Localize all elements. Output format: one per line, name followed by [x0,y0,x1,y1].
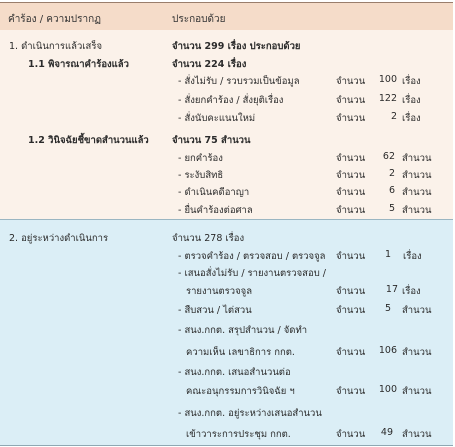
row-count: 100 [378,384,397,395]
row-prefix: จำนวน [336,429,366,440]
row-unit: เรื่อง [402,113,421,124]
section1-summary: จำนวน 299 เรื่อง ประกอบด้วย [172,41,301,52]
row-unit: สำนวน [402,205,432,216]
section1-title: 1. ดำเนินการแล้วเสร็จ [9,41,103,52]
row-label: - สนง.กกต. สรุปสำนวน / จัดทำ [178,325,308,336]
row-count: 49 [380,427,393,438]
row-label: - สนง.กกต. เสนอสำนวนต่อ [178,367,291,378]
row-label: - สั่งไม่รับ / รวบรวมเป็นข้อมูล [178,76,300,87]
header-col-complaint: คำร้อง / ความปรากฏ [8,14,101,25]
row-unit: เรื่อง [402,286,421,297]
row-label-line2: เข้าวาระการประชุม กกต. [186,429,291,440]
row-label: - สนง.กกต. อยู่ระหว่างเสนอสำนวน [178,408,322,419]
row-count: 17 [385,284,398,295]
row-prefix: จำนวน [336,113,366,124]
table-header [0,2,453,31]
row-prefix: จำนวน [336,95,366,106]
row-unit: สำนวน [402,347,432,358]
row-unit: สำนวน [402,386,432,397]
row-unit: เรื่อง [402,76,421,87]
row-count: 62 [382,151,395,162]
row-count: 106 [378,345,397,356]
row-count: 5 [388,203,395,214]
row-unit: สำนวน [402,153,432,164]
row-prefix: จำนวน [336,205,366,216]
row-unit: เรื่อง [403,251,422,262]
row-unit: สำนวน [402,429,432,440]
row-prefix: จำนวน [336,76,366,87]
row-label: - ดำเนินคดีอาญา [178,187,250,198]
row-prefix: จำนวน [336,187,366,198]
row-prefix: จำนวน [336,153,366,164]
row-label-line2: ความเห็น เลขาธิการ กกต. [186,347,295,358]
row-count: 100 [378,74,397,85]
row-label: - เสนอสั่งไม่รับ / รายงานตรวจสอบ / [178,268,326,279]
row-label-line2: คณะอนุกรรมการวินิจฉัย ฯ [186,386,295,397]
row-prefix: จำนวน [336,386,366,397]
row-count: 5 [384,303,391,314]
section2-summary: จำนวน 278 เรื่อง [172,233,245,244]
row-label: - ยื่นคำร้องต่อศาล [178,205,253,216]
row-label: - ตรวจคำร้อง / ตรวจสอบ / ตรวจจูล [178,251,326,262]
row-prefix: จำนวน [336,286,366,297]
row-count: 2 [388,168,395,179]
row-unit: สำนวน [402,305,432,316]
sub2-summary: จำนวน 75 สำนวน [172,135,251,146]
row-count: 122 [378,93,397,104]
row-prefix: จำนวน [336,347,366,358]
row-label-line2: รายงานตรวจจูล [186,286,253,297]
row-count: 1 [384,249,391,260]
row-unit: สำนวน [402,170,432,181]
header-col-composition: ประกอบด้วย [172,14,226,25]
row-unit: เรื่อง [402,95,421,106]
row-count: 2 [390,111,397,122]
row-label: - สั่งยกคำร้อง / สั่งยุติเรื่อง [178,95,284,106]
row-prefix: จำนวน [336,251,366,262]
table-bottom-border [0,445,453,446]
section2-title: 2. อยู่ระหว่างดำเนินการ [9,233,109,244]
sub1-summary: จำนวน 224 เรื่อง [172,59,247,70]
row-unit: สำนวน [402,187,432,198]
row-prefix: จำนวน [336,170,366,181]
row-prefix: จำนวน [336,305,366,316]
row-label: - สืบสวน / ไต่สวน [178,305,252,316]
row-count: 6 [388,185,395,196]
sub2-title: 1.2 วินิจฉัยชี้ขาดสำนวนแล้ว [28,135,149,146]
row-label: - ยกคำร้อง [178,153,223,164]
row-label: - สั่งนับคะแนนใหม่ [178,113,256,124]
row-label: - ระงับสิทธิ [178,170,224,181]
sub1-title: 1.1 พิจารณาคำร้องแล้ว [28,59,129,70]
